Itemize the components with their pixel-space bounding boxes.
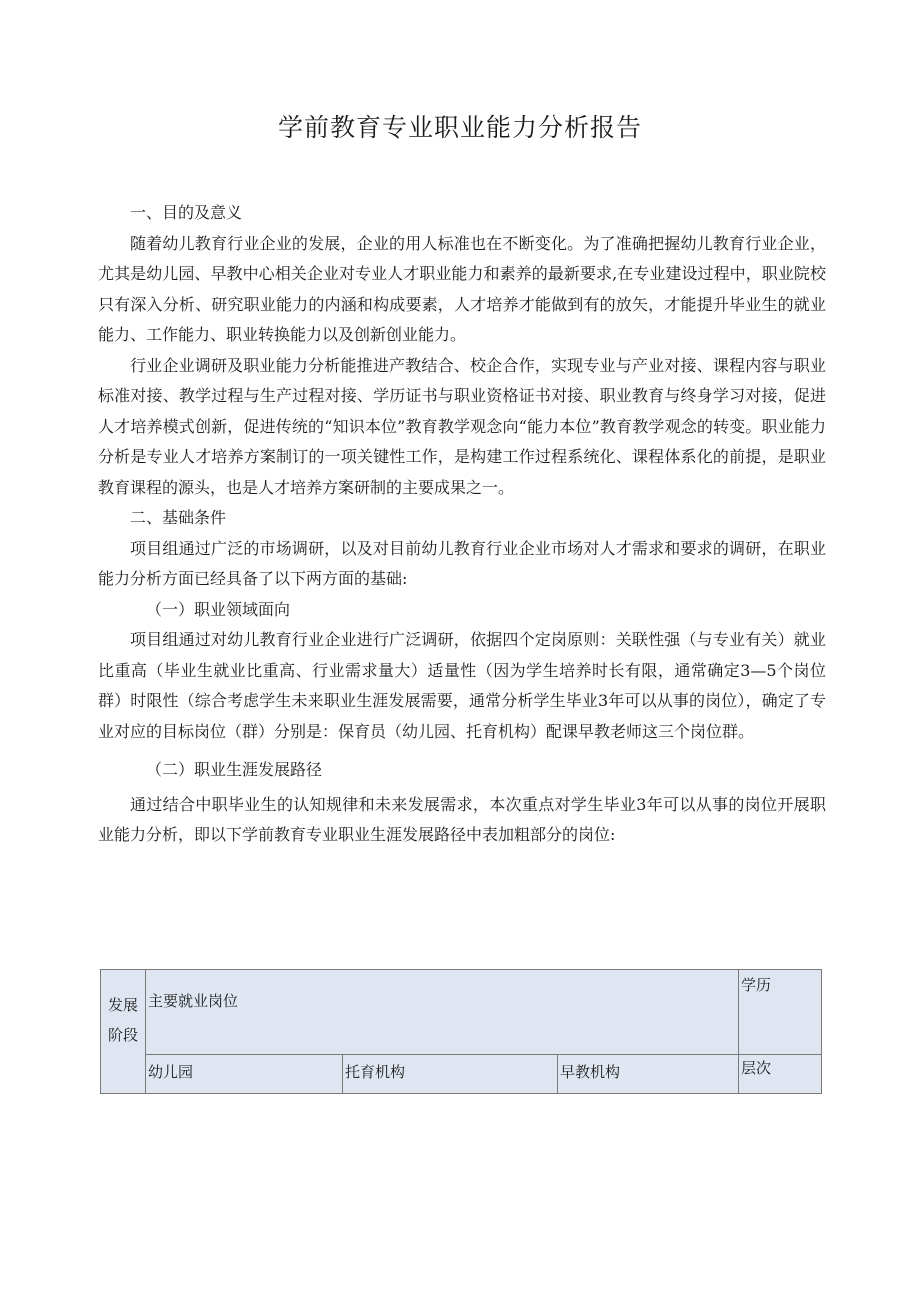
table-row	[101, 1055, 822, 1094]
document-body	[98, 198, 826, 851]
early-education-column-header: 早教机构	[558, 1055, 739, 1094]
subsection-heading-field: （一）职业领域面向	[146, 599, 291, 619]
section-heading-basis: 二、基础条件	[130, 508, 227, 527]
paragraph-basis-1: 项目组通过广泛的市场调研，以及对目前幼儿教育行业企业市场对人才需求和要求的调研，在职业能力分析方面已经具备了以下两方面的基础:	[98, 538, 826, 588]
education-header-cell-top: 学历	[739, 970, 822, 1055]
table-row	[101, 970, 822, 1055]
section-heading-purpose: 一、目的及意义	[130, 203, 243, 222]
paragraph-career-path-1: 通过结合中职毕业生的认知规律和未来发展需求，本次重点对学生毕业3年可以从事的岗位开展职业能力分析，即以下学前教育专业职业生涯发展路径中表加粗部分的岗位:	[98, 794, 826, 844]
paragraph-purpose-2: 行业企业调研及职业能力分析能推进产教结合、校企合作，实现专业与产业对接、课程内容与职业标准对接、教学过程与生产过程对接、学历证书与职业资格证书对接、职业教育与终身学习对接，促进人才培养模式创新，促进传统的“知识本位”教育教学观念向“能力本位”教育教学观念的转变。职业能力分析是专业人才培养方案制订的一项关键性工作，是构建工作过程系统化、课程体系化的前提，是职业教育课程的源头，也是人才培养方案研制的主要成果之一。	[98, 355, 826, 497]
document-title: 学前教育专业职业能力分析报告	[277, 113, 642, 142]
stage-header-cell: 发展阶段	[101, 970, 146, 1094]
career-path-table	[100, 969, 822, 1094]
paragraph-field-1: 项目组通过对幼儿教育行业企业进行广泛调研，依据四个定岗原则：关联性强（与专业有关）就业比重高（毕业生就业比重高、行业需求量大）适量性（因为学生培养时长有限，通常确定3—5个岗位群）时限性（综合考虑学生未来职业生涯发展需要，通常分析学生毕业3年可以从事的岗位），确定了专业对应的目标岗位（群）分别是：保育员（幼儿园、托育机构）配课早教老师这三个岗位群。	[98, 630, 826, 741]
main-jobs-header-cell: 主要就业岗位	[146, 970, 739, 1055]
subsection-heading-career-path: （二）职业生涯发展路径	[146, 760, 323, 779]
education-header-cell-bottom: 层次	[739, 1055, 822, 1094]
childcare-column-header: 托育机构	[343, 1055, 558, 1094]
kindergarten-column-header: 幼儿园	[146, 1055, 343, 1094]
paragraph-purpose-1: 随着幼儿教育行业企业的发展，企业的用人标准也在不断变化。为了准确把握幼儿教育行业企业，尤其是幼儿园、早教中心相关企业对专业人才职业能力和素养的最新要求,在专业建设过程中，职业院校只有深入分析、研究职业能力的内涵和构成要素，人才培养才能做到有的放矢，才能提升毕业生的就业能力、工作能力、职业转换能力以及创新创业能力。	[98, 233, 826, 344]
